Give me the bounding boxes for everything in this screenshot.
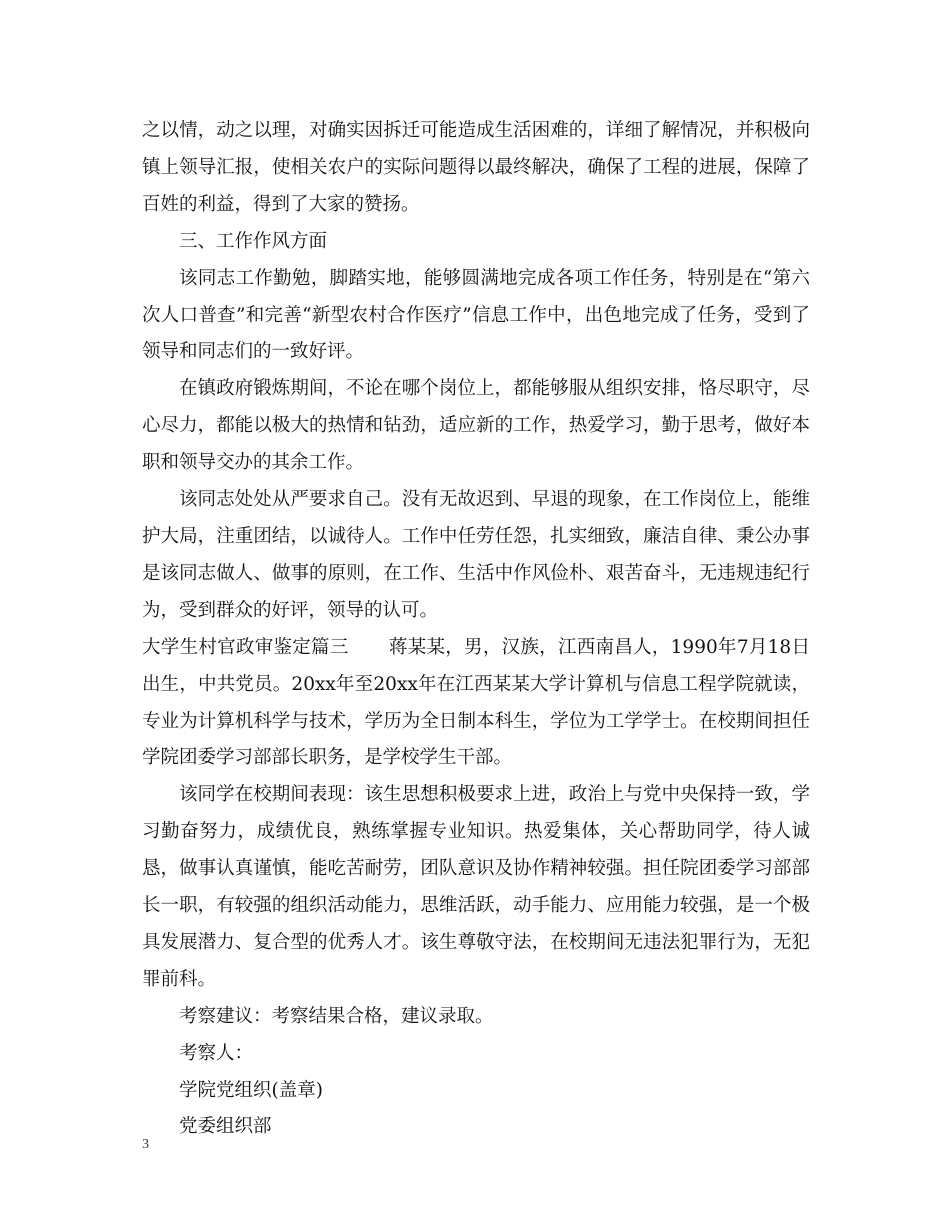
paragraph: 党委组织部 — [179, 1116, 272, 1138]
paragraph: 学院党组织(盖章) — [179, 1079, 323, 1101]
paragraph-profile: 蒋某某，男，汉族，江西南昌人，1990年7月18日出生，中共党员。20xx年至20xx年在江西某某大学计算机与信息工程学院就读，专业为计算机科学与技术，学历为全日制本科生，学位为工学学士。在校期间担任学院团委学习部部长职务，是学校学生干部。 — [142, 636, 810, 769]
paragraph: 该同学在校期间表现：该生思想积极要求上进，政治上与党中央保持一致，学习勤奋努力，成绩优良，熟练掌握专业知识。热爱集体，关心帮助同学，待人诚恳，做事认真谨慎，能吃苦耐劳，团队意识及协作精神较强。担任院团委学习部部长一职，有较强的组织活动能力，思维活跃，动手能力、应用能力较强，是一个极具发展潜力、复合型的优秀人才。该生尊敬守法，在校期间无违法犯罪行为，无犯罪前科。 — [142, 784, 810, 990]
document-body — [142, 113, 810, 1146]
paragraph: 该同志工作勤勉，脚踏实地，能够圆满地完成各项工作任务，特别是在“第六次人口普查”和完善“新型农村合作医疗”信息工作中，出色地完成了任务，受到了领导和同志们的一致好评。 — [142, 267, 810, 363]
article-title: 大学生村官政审鉴定篇三 — [142, 636, 349, 658]
paragraph-continuation: 之以情，动之以理，对确实因拆迁可能造成生活困难的，详细了解情况，并积极向镇上领导汇报，使相关农户的实际问题得以最终解决，确保了工程的进展，保障了百姓的利益，得到了大家的赞扬。 — [142, 120, 810, 215]
article-title-line — [142, 630, 810, 778]
paragraph: 该同志处处从严要求自己。没有无故迟到、早退的现象，在工作岗位上，能维护大局，注重团结，以诚待人。工作中任劳任怨，扎实细致，廉洁自律、秉公办事是该同志做人、做事的原则，在工作、生活中作风俭朴、艰苦奋斗，无违规违纪行为，受到群众的好评，领导的认可。 — [142, 489, 810, 621]
paragraph: 在镇政府锻炼期间，不论在哪个岗位上，都能够服从组织安排，恪尽职守，尽心尽力，都能以极大的热情和钻劲，适应新的工作，热爱学习，勤于思考，做好本职和领导交办的其余工作。 — [142, 378, 810, 474]
paragraph: 考察人： — [179, 1042, 254, 1064]
section-heading: 三、工作作风方面 — [179, 230, 328, 252]
page-number: 3 — [142, 1137, 149, 1152]
paragraph: 考察建议：考察结果合格，建议录取。 — [179, 1005, 494, 1027]
